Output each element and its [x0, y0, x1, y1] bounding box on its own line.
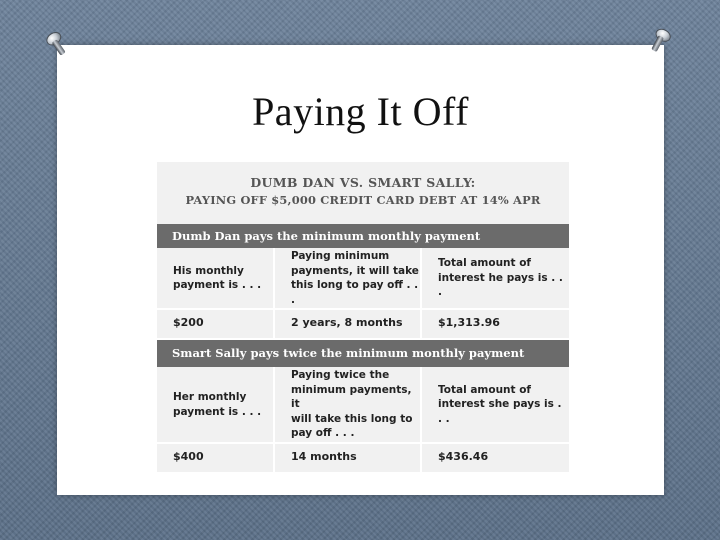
- table-row: [157, 367, 569, 444]
- cell-text: Paying minimum payments, it will take this long to pay off . . .: [291, 250, 419, 306]
- slide-title: Paying It Off: [252, 89, 469, 134]
- table-row: [157, 442, 569, 474]
- table-cell: [275, 308, 422, 338]
- table-row: [157, 248, 569, 310]
- table-cell: [422, 308, 569, 338]
- table-cell: [422, 367, 569, 442]
- cell-text: His monthly payment is . . .: [173, 264, 262, 291]
- table-cell: [157, 308, 275, 338]
- table-cell: [422, 248, 569, 308]
- cell-text: $436.46: [438, 449, 489, 463]
- table-cell: [422, 442, 569, 472]
- cell-text: Paying twice the minimum payments, it will take this long to pay off . . .: [291, 369, 413, 440]
- table-cell: [275, 442, 422, 472]
- figure-heading: DUMB DAN VS. SMART SALLY:: [250, 175, 476, 190]
- cell-text: Her monthly payment is . . .: [173, 391, 262, 418]
- table-row: [157, 308, 569, 340]
- table-cell: [157, 442, 275, 472]
- cell-text: Total amount of interest she pays is . . .: [438, 383, 562, 425]
- cell-text: $200: [173, 315, 204, 329]
- table-cell: [157, 367, 275, 442]
- section-band-sally: Smart Sally pays twice the minimum monthly payment: [157, 340, 569, 367]
- section-band-dan: Dumb Dan pays the minimum monthly payment: [157, 224, 569, 248]
- cell-text: $1,313.96: [438, 315, 500, 329]
- cell-text: Total amount of interest he pays is . . .: [438, 257, 563, 299]
- cell-text: 14 months: [291, 449, 357, 463]
- figure-subheading: PAYING OFF $5,000 CREDIT CARD DEBT AT 14% APR: [185, 193, 541, 207]
- table-cell: [157, 248, 275, 308]
- table-cell: [275, 367, 422, 442]
- table-cell: [275, 248, 422, 308]
- comparison-table-figure: [157, 162, 569, 474]
- cell-text: 2 years, 8 months: [291, 315, 403, 329]
- cell-text: $400: [173, 449, 204, 463]
